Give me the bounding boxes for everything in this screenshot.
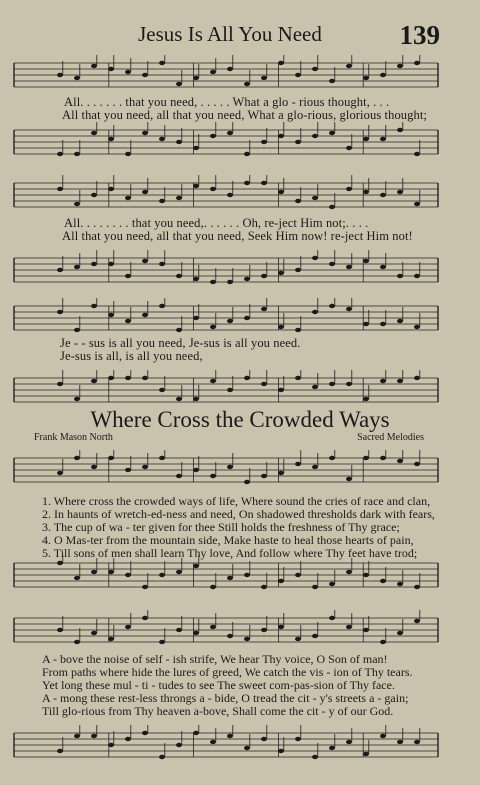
stanza-line: 1. Where cross the crowded ways of life, Where sound the cries of race and clan, bbox=[42, 494, 431, 508]
stanza-line: 3. The cup of wa - ter given for thee Still holds the freshness of Thy grace; bbox=[42, 520, 400, 534]
lyric-line: All that you need, all that you need, What a glo-rious, glorious thought; bbox=[62, 108, 427, 122]
stanza-line: A - mong these rest-less throngs a - bide, O tread the cit - y's streets a - gain; bbox=[42, 691, 409, 705]
tune-credit: Sacred Melodies bbox=[357, 432, 424, 443]
music-staff bbox=[0, 610, 480, 655]
author-credit: Frank Mason North bbox=[34, 432, 113, 443]
lyric-line: Je - - sus is all you need, Je-sus is all you need. bbox=[60, 336, 301, 350]
stanza-line: A - bove the noise of self - ish strife, We hear Thy voice, O Son of man! bbox=[42, 652, 388, 666]
stanza-line: From paths where hide the lures of greed, We catch the vis - ion of Thy tears. bbox=[42, 665, 413, 679]
lyric-line: All. . . . . . . that you need, . . . . . What a glo - rious thought, . . . bbox=[64, 95, 390, 109]
music-staff bbox=[0, 175, 480, 220]
stanza-line: 2. In haunts of wretch-ed-ness and need, On shadowed thresholds dark with fears, bbox=[42, 507, 435, 521]
music-staff bbox=[0, 725, 480, 770]
music-staff bbox=[0, 55, 480, 100]
music-staff bbox=[0, 122, 480, 167]
hymn-title: Where Cross the Crowded Ways bbox=[90, 407, 390, 432]
hymn-number: 139 bbox=[399, 20, 440, 50]
stanza-line: Yet long these mul - ti - tudes to see The sweet com-pas-sion of Thy face. bbox=[42, 678, 395, 692]
lyric-line: All that you need, all that you need, Seek Him now! re-ject Him not! bbox=[62, 229, 413, 243]
music-staff bbox=[0, 555, 480, 600]
stanza-line: Till glo-rious from Thy heaven a-bove, Shall come the cit - y of our God. bbox=[42, 704, 394, 718]
lyric-line: Je-sus is all, is all you need, bbox=[60, 349, 203, 363]
hymn-title: Jesus Is All You Need bbox=[138, 22, 322, 46]
music-staff bbox=[0, 250, 480, 295]
music-staff bbox=[0, 450, 480, 495]
stanza-line: 5. Till sons of men shall learn Thy love, And follow where Thy feet have trod; bbox=[42, 546, 418, 560]
lyric-line: All. . . . . . . . that you need,. . . . . . Oh, re-ject Him not;. . . . bbox=[64, 216, 369, 230]
stanza-line: 4. O Mas-ter from the mountain side, Make haste to heal those hearts of pain, bbox=[42, 533, 414, 547]
